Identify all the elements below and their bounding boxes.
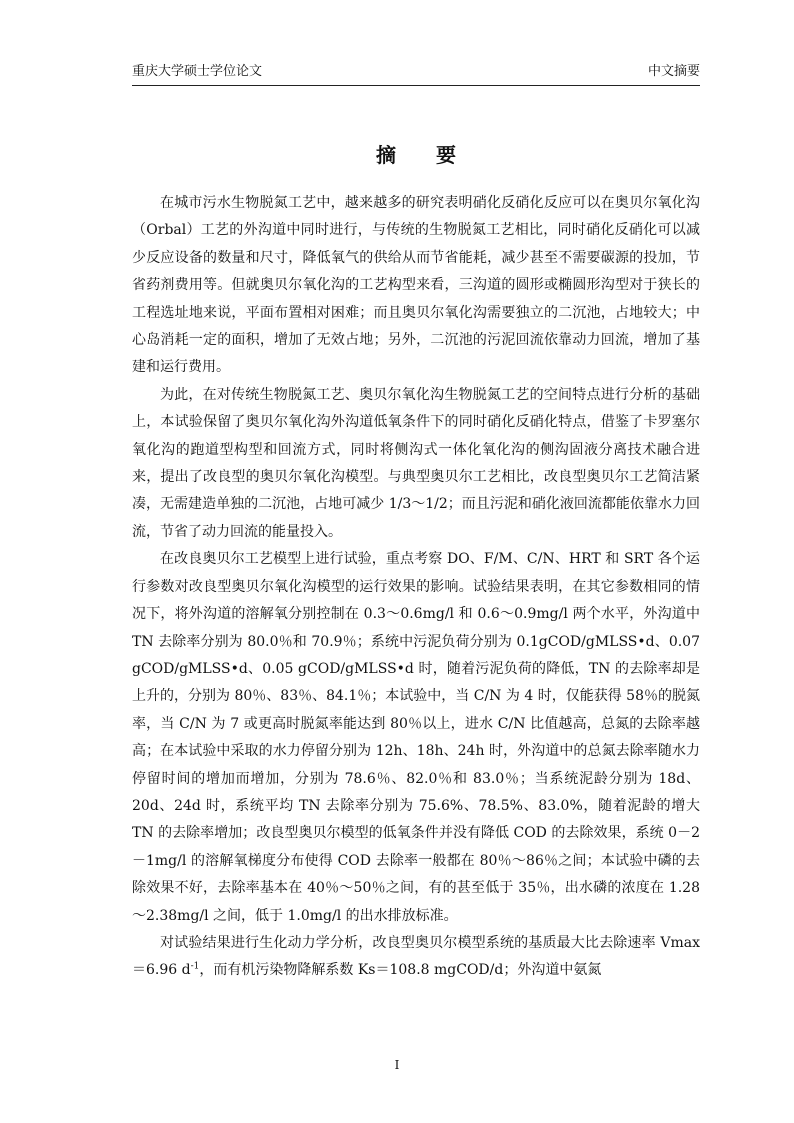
running-header — [132, 61, 700, 85]
paragraph-1: 在城市污水生物脱氮工艺中，越来越多的研究表明硝化反硝化反应可以在奥贝尔氧化沟（Orbal）工艺的外沟道中同时进行，与传统的生物脱氮工艺相比，同时硝化反硝化可以减少反应设备的数量和尺寸，降低氧气的供给从而节省能耗，减少甚至不需要碳源的投加，节省药剂费用等。但就奥贝尔氧化沟的工艺构型来看，三沟道的圆形或椭圆形沟型对于狭长的工程选址地来说，平面布置相对困难；而且奥贝尔氧化沟需要独立的二沉池，占地较大；中心岛消耗一定的面积，增加了无效占地；另外，二沉池的污泥回流依靠动力回流，增加了基建和运行费用。 — [132, 195, 700, 376]
paragraph-3: 在改良奥贝尔工艺模型上进行试验，重点考察 DO、F/M、C/N、HRT 和 SRT 各个运行参数对改良型奥贝尔氧化沟模型的运行效果的影响。试验结果表明，在其它参数相同的情况下，将外沟道的溶解氧分别控制在 0.3～0.6mg/l 和 0.6～0.9mg/l 两个水平，外沟道中 TN 去除率分别为 80.0％和 70.9％；系统中污泥负荷分别为 0.1gCOD/gMLSS•d、0.07 gCOD/gMLSS•d、0.05 gCOD/gMLSS•d 时，随着污泥负荷的降低，TN 的去除率却是上升的，分别为 80％、83％、84.1％；本试验中，当 C/N 为 4 时，仅能获得 58％的脱氮率，当 C/N 为 7 或更高时脱氮率能达到 80％以上，进水 C/N 比值越高，总氮的去除率越高；在本试验中采取的水力停留分别为 12h、18h、24h 时，外沟道中的总氮去除率随水力停留时间的增加而增加，分别为 78.6％、82.0％和 83.0％；当系统泥龄分别为 18d、20d、24d 时，系统平均 TN 去除率分别为 75.6%、78.5%、83.0%，随着泥龄的增大 TN 的去除率增加；改良型奥贝尔模型的低氧条件并没有降低 COD 的去除效果，系统 0－2－1mg/l 的溶解氧梯度分布使得 COD 去除率一般都在 80％～86％之间；本试验中磷的去除效果不好，去除率基本在 40％～50％之间，有的甚至低于 35％，出水磷的浓度在 1.28～2.38mg/l 之间，低于 1.0mg/l 的出水排放标准。 — [132, 551, 700, 924]
paragraph-4 — [132, 930, 700, 985]
paragraph-4-text-a: 对试验结果进行生化动力学分析，改良型奥贝尔模型系统的基质最大比去除速率 Vmax＝6.96 d — [132, 934, 700, 979]
page-title: 摘要 — [376, 143, 496, 167]
header-divider — [132, 85, 700, 86]
paragraph-2: 为此，在对传统生物脱氮工艺、奥贝尔氧化沟生物脱氮工艺的空间特点进行分析的基础上，本试验保留了奥贝尔氧化沟外沟道低氧条件下的同时硝化反硝化特点，借鉴了卡罗塞尔氧化沟的跑道型构型和回流方式，同时将侧沟式一体化氧化沟的侧沟固液分离技术融合进来，提出了改良型的奥贝尔氧化沟模型。与典型奥贝尔工艺相比，改良型奥贝尔工艺简洁紧凑，无需建造单独的二沉池，占地可减少 1/3～1/2；而且污泥和硝化液回流都能依靠水力回流，节省了动力回流的能量投入。 — [132, 386, 700, 540]
superscript-exponent: -1 — [190, 961, 200, 972]
page-number: I — [394, 1058, 400, 1072]
abstract-body — [132, 190, 700, 985]
header-section-name: 中文摘要 — [647, 64, 700, 79]
paragraph-4-text-b: ，而有机污染物降解系数 Ks＝108.8 mgCOD/d；外沟道中氨氮 — [199, 962, 602, 979]
header-thesis-title: 重庆大学硕士学位论文 — [132, 64, 263, 79]
